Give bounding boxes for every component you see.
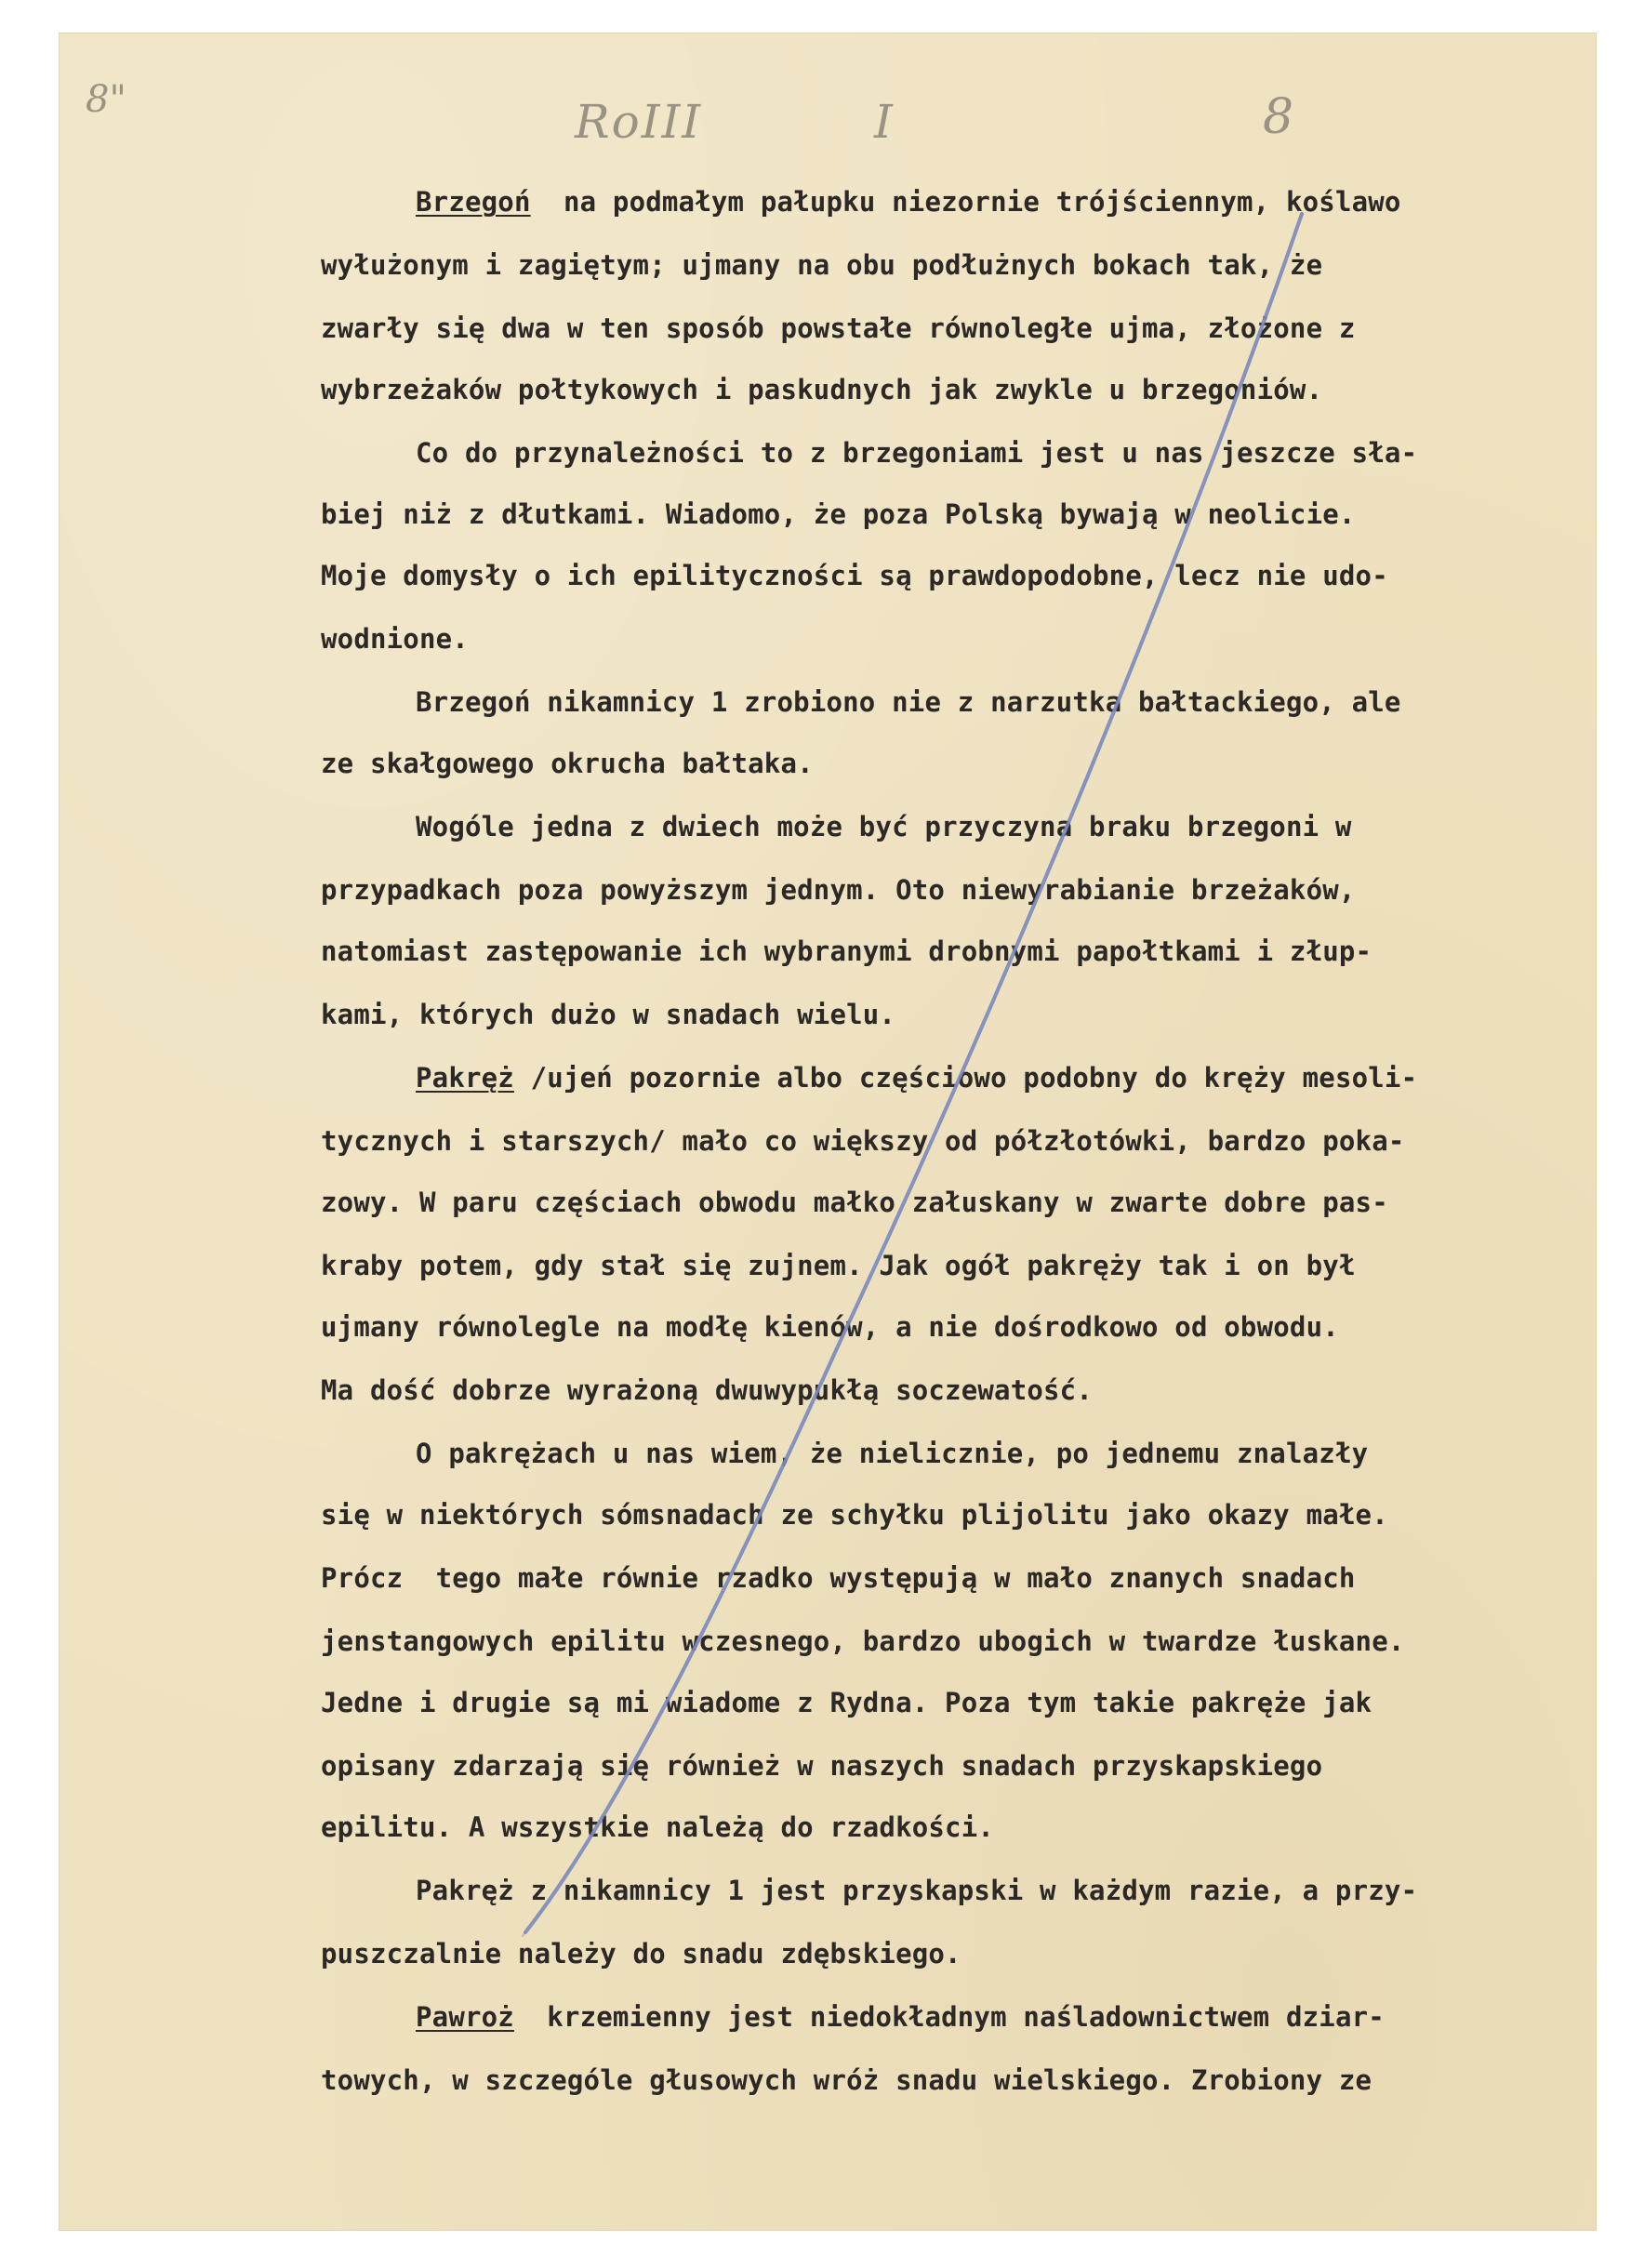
text-line: [321, 1125, 1405, 1157]
text-line: [321, 623, 469, 655]
text-line: [321, 1562, 1356, 1594]
text-run: Ma dość dobrze wyrażoną dwuwypukłą soczewatość.: [321, 1374, 1093, 1406]
text-run: Wogóle jedna z dwiech może być przyczyna braku brzegoni w: [416, 811, 1352, 842]
text-line: [321, 999, 895, 1030]
text-line: [321, 374, 1322, 405]
text-run: krzemienny jest niedokładnym naśladownictwem dziar-: [513, 2001, 1385, 2033]
text-line: [416, 686, 1401, 718]
archive-signature: RoIII: [575, 95, 703, 149]
underlined-term: Pakręż: [416, 1062, 514, 1094]
text-run: biej niż z dłutkami. Wiadomo, że poza Polską bywają w neolicie.: [321, 498, 1356, 530]
text-line: [321, 312, 1356, 344]
text-line: [321, 2064, 1372, 2096]
text-run: opisany zdarzają się również w naszych snadach przyskapskiego: [321, 1750, 1323, 1782]
corner-pencil-mark: 8": [86, 78, 126, 121]
text-run: na podmałym pałupku niezornie trójściennym, koślawo: [530, 186, 1401, 218]
text-run: /ujeń pozornie albo częściowo podobny do kręży mesoli-: [513, 1062, 1418, 1094]
text-line: [321, 874, 1356, 906]
text-line: [321, 498, 1356, 530]
text-run: ujmany równolegle na modłę kienów, a nie dośrodkowo od obwodu.: [321, 1311, 1339, 1343]
text-line: [321, 1811, 994, 1843]
text-line: [321, 1750, 1322, 1782]
text-line: [321, 560, 1388, 591]
text-line: [321, 1687, 1372, 1718]
text-run: towych, w szczególe głusowych wróż snadu wielskiego. Zrobiony ze: [321, 2064, 1372, 2096]
text-run: Jedne i drugie są mi wiadome z Rydna. Poza tym takie pakręże jak: [321, 1687, 1372, 1718]
text-line: [416, 1438, 1368, 1469]
text-run: wyłużonym i zagiętym; ujmany na obu podłużnych bokach tak, że: [321, 249, 1323, 281]
text-line: [321, 1311, 1339, 1343]
underlined-term: Brzegoń: [416, 186, 531, 218]
text-line: [321, 249, 1322, 281]
text-run: zwarły się dwa w ten sposób powstałe równoległe ujma, złożone z: [321, 312, 1356, 344]
text-run: Prócz tego małe równie rzadko występują w mało znanych snadach: [321, 1562, 1356, 1594]
page-number: 8: [1263, 89, 1294, 145]
text-run: natomiast zastępowanie ich wybranymi drobnymi papołtkami i złup-: [321, 935, 1372, 967]
text-run: jenstangowych epilitu wczesnego, bardzo ubogich w twardze łuskane.: [321, 1625, 1405, 1657]
text-line: [416, 186, 1401, 218]
text-run: Brzegoń nikamnicy 1 zrobiono nie z narzutka bałtackiego, ale: [416, 686, 1401, 718]
text-run: Co do przynależności to z brzegoniami jest u nas jeszcze sła-: [416, 437, 1418, 469]
text-run: zowy. W paru częściach obwodu małko załuskany w zwarte dobre pas-: [321, 1187, 1388, 1218]
text-run: przypadkach poza powyższym jednym. Oto niewyrabianie brzeżaków,: [321, 874, 1356, 906]
text-line: [416, 1062, 1417, 1094]
text-run: kami, których dużo w snadach wielu.: [321, 999, 896, 1030]
text-line: [321, 748, 814, 779]
text-run: Pakręż z nikamnicy 1 jest przyskapski w każdym razie, a przy-: [416, 1875, 1418, 1906]
text-run: wybrzeżaków połtykowych i paskudnych jak zwykle u brzegoniów.: [321, 374, 1323, 405]
text-run: puszczalnie należy do snadu zdębskiego.: [321, 1938, 961, 1970]
text-line: [321, 1499, 1388, 1531]
text-run: epilitu. A wszystkie należą do rzadkości.: [321, 1811, 995, 1843]
text-run: tycznych i starszych/ mało co większy od półzłotówki, bardzo poka-: [321, 1125, 1405, 1157]
section-numeral: I: [874, 95, 893, 149]
text-line: [416, 1875, 1417, 1906]
text-line: [321, 1625, 1405, 1657]
text-line: [321, 935, 1372, 967]
text-run: ze skałgowego okrucha bałtaka.: [321, 748, 814, 779]
text-line: [321, 1250, 1356, 1281]
text-line: [416, 811, 1352, 842]
text-line: [416, 437, 1417, 469]
text-run: Moje domysły o ich epilityczności są prawdopodobne, lecz nie udo-: [321, 560, 1388, 591]
text-run: kraby potem, gdy stał się zujnem. Jak ogół pakręży tak i on był: [321, 1250, 1356, 1281]
text-run: się w niektórych sómsnadach ze schyłku plijolitu jako okazy małe.: [321, 1499, 1388, 1531]
text-line: [321, 1938, 961, 1970]
text-run: wodnione.: [321, 623, 469, 655]
text-line: [416, 2001, 1385, 2033]
underlined-term: Pawroż: [416, 2001, 514, 2033]
text-line: [321, 1374, 1093, 1406]
text-run: O pakrężach u nas wiem, że nielicznie, po jednemu znalazły: [416, 1438, 1369, 1469]
text-line: [321, 1187, 1388, 1218]
